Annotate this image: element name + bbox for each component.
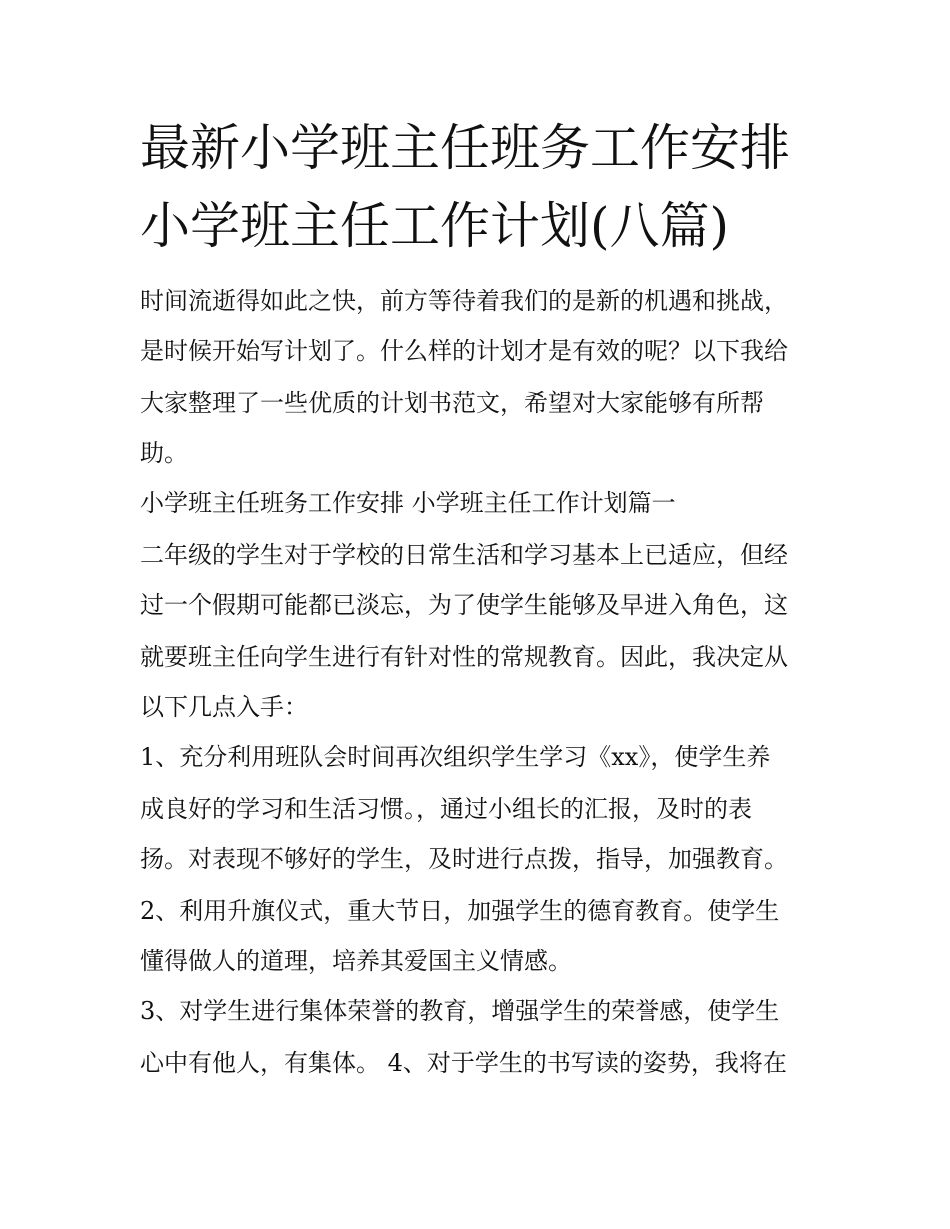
body-line: 助。 bbox=[140, 439, 188, 467]
body-line: 过一个假期可能都已淡忘，为了使学生能够及早进入角色，这 bbox=[140, 591, 788, 619]
body-line: 以下几点入手： bbox=[140, 693, 308, 721]
body-line: 是时候开始写计划了。什么样的计划才是有效的呢？以下我给 bbox=[140, 337, 788, 365]
document-title-line-2: 小学班主任工作计划(八篇) bbox=[140, 197, 730, 255]
body-line: 成良好的学习和生活习惯。，通过小组长的汇报，及时的表 bbox=[140, 795, 752, 823]
document-title-line-1: 最新小学班主任班务工作安排 bbox=[140, 119, 790, 177]
section-heading: 小学班主任班务工作安排 小学班主任工作计划篇一 bbox=[140, 489, 676, 517]
list-item-3: 3、对学生进行集体荣誉的教育，增强学生的荣誉感，使学生 bbox=[140, 997, 780, 1025]
list-item-1: 1、充分利用班队会时间再次组织学生学习《xx》，使学生养 bbox=[140, 743, 771, 771]
body-line: 时间流逝得如此之快，前方等待着我们的是新的机遇和挑战， bbox=[140, 287, 788, 315]
body-line: 二年级的学生对于学校的日常生活和学习基本上已适应，但经 bbox=[140, 541, 788, 569]
body-line: 就要班主任向学生进行有针对性的常规教育。因此，我决定从 bbox=[140, 643, 788, 671]
body-line: 心中有他人，有集体。 4、对于学生的书写读的姿势，我将在 bbox=[140, 1049, 787, 1077]
list-item-2: 2、利用升旗仪式，重大节日，加强学生的德育教育。使学生 bbox=[140, 897, 780, 925]
body-line: 懂得做人的道理，培养其爱国主义情感。 bbox=[140, 947, 572, 975]
body-line: 扬。对表现不够好的学生，及时进行点拨，指导，加强教育。 bbox=[140, 845, 788, 873]
body-line: 大家整理了一些优质的计划书范文，希望对大家能够有所帮 bbox=[140, 389, 764, 417]
